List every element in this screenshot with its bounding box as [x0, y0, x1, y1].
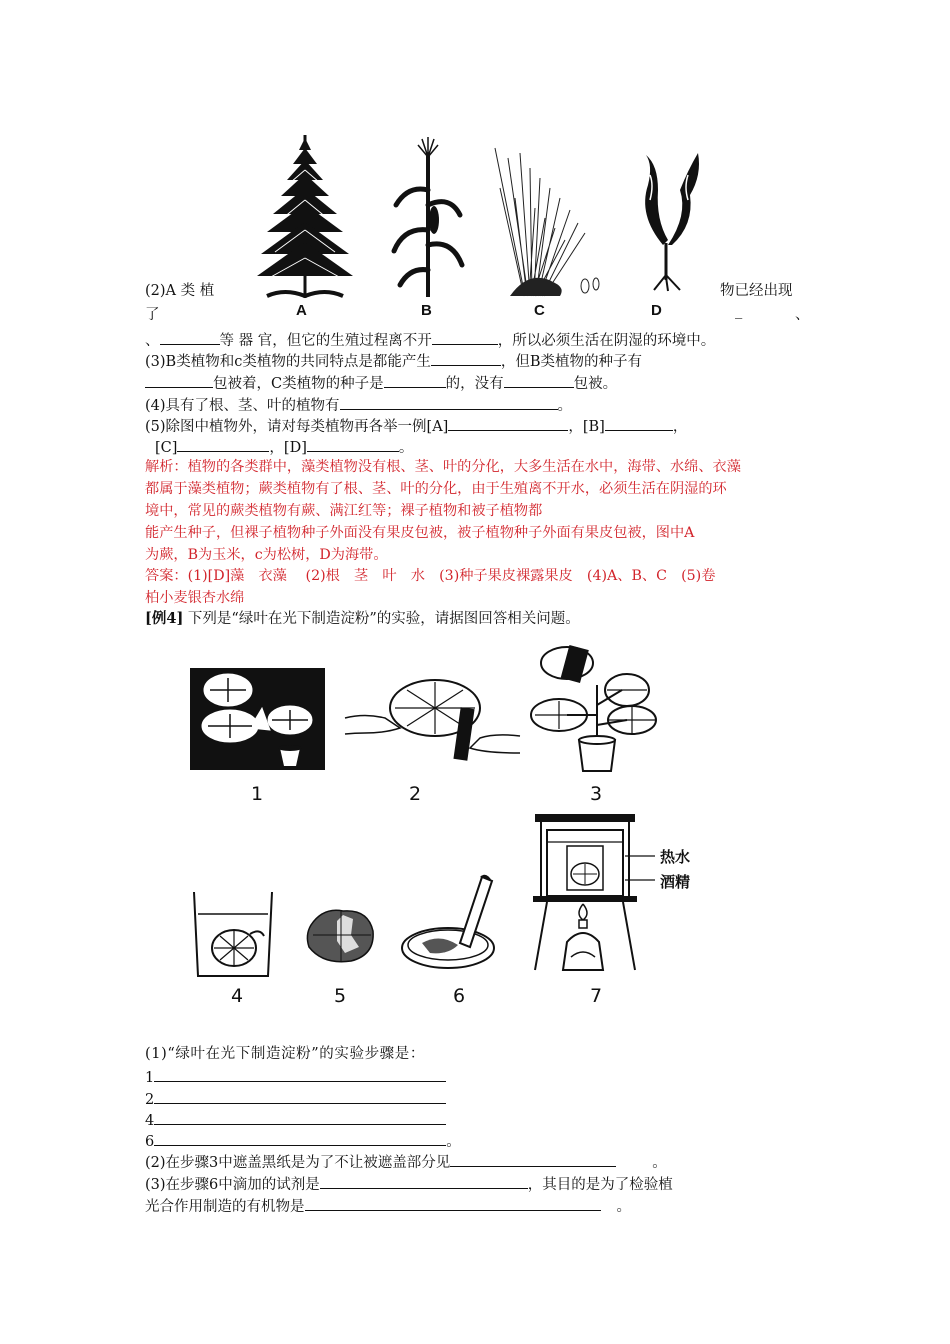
q2-dash: _ [735, 303, 743, 319]
step-label-7: 7 [590, 985, 603, 1007]
q3-line1: (3)B类植物和c类植物的共同特点是都能产生 ，但B类植物的种子有 [145, 351, 642, 372]
kelp-icon [628, 145, 708, 295]
step-label-4: 4 [231, 985, 244, 1007]
ex-q3-line1: (3)在步骤6中滴加的试剂是 ，其目的是为了检验植 [145, 1174, 673, 1195]
plant-label-a: A [296, 302, 307, 319]
blank[interactable] [450, 1152, 616, 1167]
analysis-line: 境中，常见的蕨类植物有蕨、满江红等；裸子植物和被子植物都 [145, 503, 543, 519]
blank[interactable] [305, 1196, 601, 1211]
q5-line2: [C] ，[D] 。 [155, 437, 413, 458]
step-label-2: 2 [409, 783, 422, 805]
beaker-leaf-icon [190, 890, 275, 978]
dish-dropper-icon [400, 873, 500, 975]
blank[interactable] [160, 330, 220, 345]
ex-q1-step-line: 6 。 [145, 1131, 461, 1152]
pine-icon [490, 148, 600, 298]
q4-line: (4)具有了根、茎、叶的植物有 。 [145, 395, 572, 416]
q2-line1b: 了 [145, 307, 160, 323]
blank[interactable] [145, 373, 213, 388]
alcohol-label: 酒精 [660, 873, 691, 891]
blank[interactable] [177, 437, 269, 452]
water-bath-icon [527, 812, 642, 972]
blank[interactable] [431, 351, 501, 366]
analysis-line: 能产生种子，但裸子植物种子外面没有果皮包被，被子植物种子外面有果皮包被，图中A [145, 525, 695, 541]
blank[interactable] [154, 1131, 446, 1146]
q2-line1-right: 物已经出现 [720, 283, 793, 299]
blank[interactable] [154, 1067, 446, 1082]
blank[interactable] [384, 373, 446, 388]
ex-q1-step-line: 2 [145, 1089, 446, 1110]
q2-comma: 、 [795, 307, 810, 323]
plant-label-c: C [534, 302, 545, 319]
blank[interactable] [320, 1174, 528, 1189]
blank[interactable] [432, 330, 498, 345]
cover-leaf-icon [345, 678, 520, 768]
blank[interactable] [340, 395, 558, 410]
example4-heading: [例4] 下列是“绿叶在光下制造淀粉”的实验，请据图回答相关问题。 [145, 610, 580, 627]
answer-line: 柏小麦银杏水绵 [145, 590, 245, 606]
ex-q1-step-line: 4 [145, 1110, 446, 1131]
ex-q2-line: (2)在步骤3中遮盖黑纸是为了不让被遮盖部分见 。 [145, 1152, 667, 1173]
analysis-line: 都属于藻类植物；蕨类植物有了根、茎、叶的分化，由于生殖离不开水，必须生活在阴湿的环 [145, 481, 727, 497]
step-label-1: 1 [251, 783, 264, 805]
plant-label-d: D [651, 302, 662, 319]
blank[interactable] [605, 416, 673, 431]
blank[interactable] [504, 373, 574, 388]
blank[interactable] [307, 437, 399, 452]
q2-line1-left: (2)A 类 植 [145, 283, 215, 299]
answer-line: 答案：(1)[D]藻 衣藻 (2)根 茎 叶 水 (3)种子果皮裸露果皮 (4)A、B、C (5)卷 [145, 568, 716, 584]
ex-q3-line2: 光合作用制造的有机物是 。 [145, 1196, 631, 1217]
step-label-3: 3 [590, 783, 603, 805]
hot-water-label: 热水 [660, 848, 691, 866]
analysis-line: 为蕨，B为玉米，c为松树，D为海带。 [145, 547, 388, 563]
covered-plant-icon [527, 645, 662, 773]
blank[interactable] [154, 1089, 446, 1104]
corn-icon [388, 135, 468, 300]
ex-q1-title: (1)“绿叶在光下制造淀粉”的实验步骤是： [145, 1046, 425, 1062]
q5-line1: (5)除图中植物外，请对每类植物再各举一例[A] ，[B] ， [145, 416, 687, 437]
step-label-6: 6 [453, 985, 466, 1007]
stained-leaf-icon [303, 905, 378, 965]
fern-icon [255, 130, 355, 300]
blank[interactable] [154, 1110, 446, 1125]
ex-q1-step-line: 1 [145, 1067, 446, 1088]
blank[interactable] [448, 416, 568, 431]
step-label-5: 5 [334, 985, 347, 1007]
dark-box-plant-icon [190, 668, 325, 770]
plant-label-b: B [421, 302, 432, 319]
q2-line2: 、 等 器 官，但它的生殖过程离不开 ，所以必须生活在阴湿的环境中。 [145, 330, 715, 351]
analysis-line: 解析：植物的各类群中，藻类植物没有根、茎、叶的分化，大多生活在水中，海带、水绵、衣藻 [145, 459, 741, 475]
q3-line2: 包被着，C类植物的种子是 的，没有 包被。 [145, 373, 617, 394]
example4-tag: [例4] [145, 610, 184, 627]
